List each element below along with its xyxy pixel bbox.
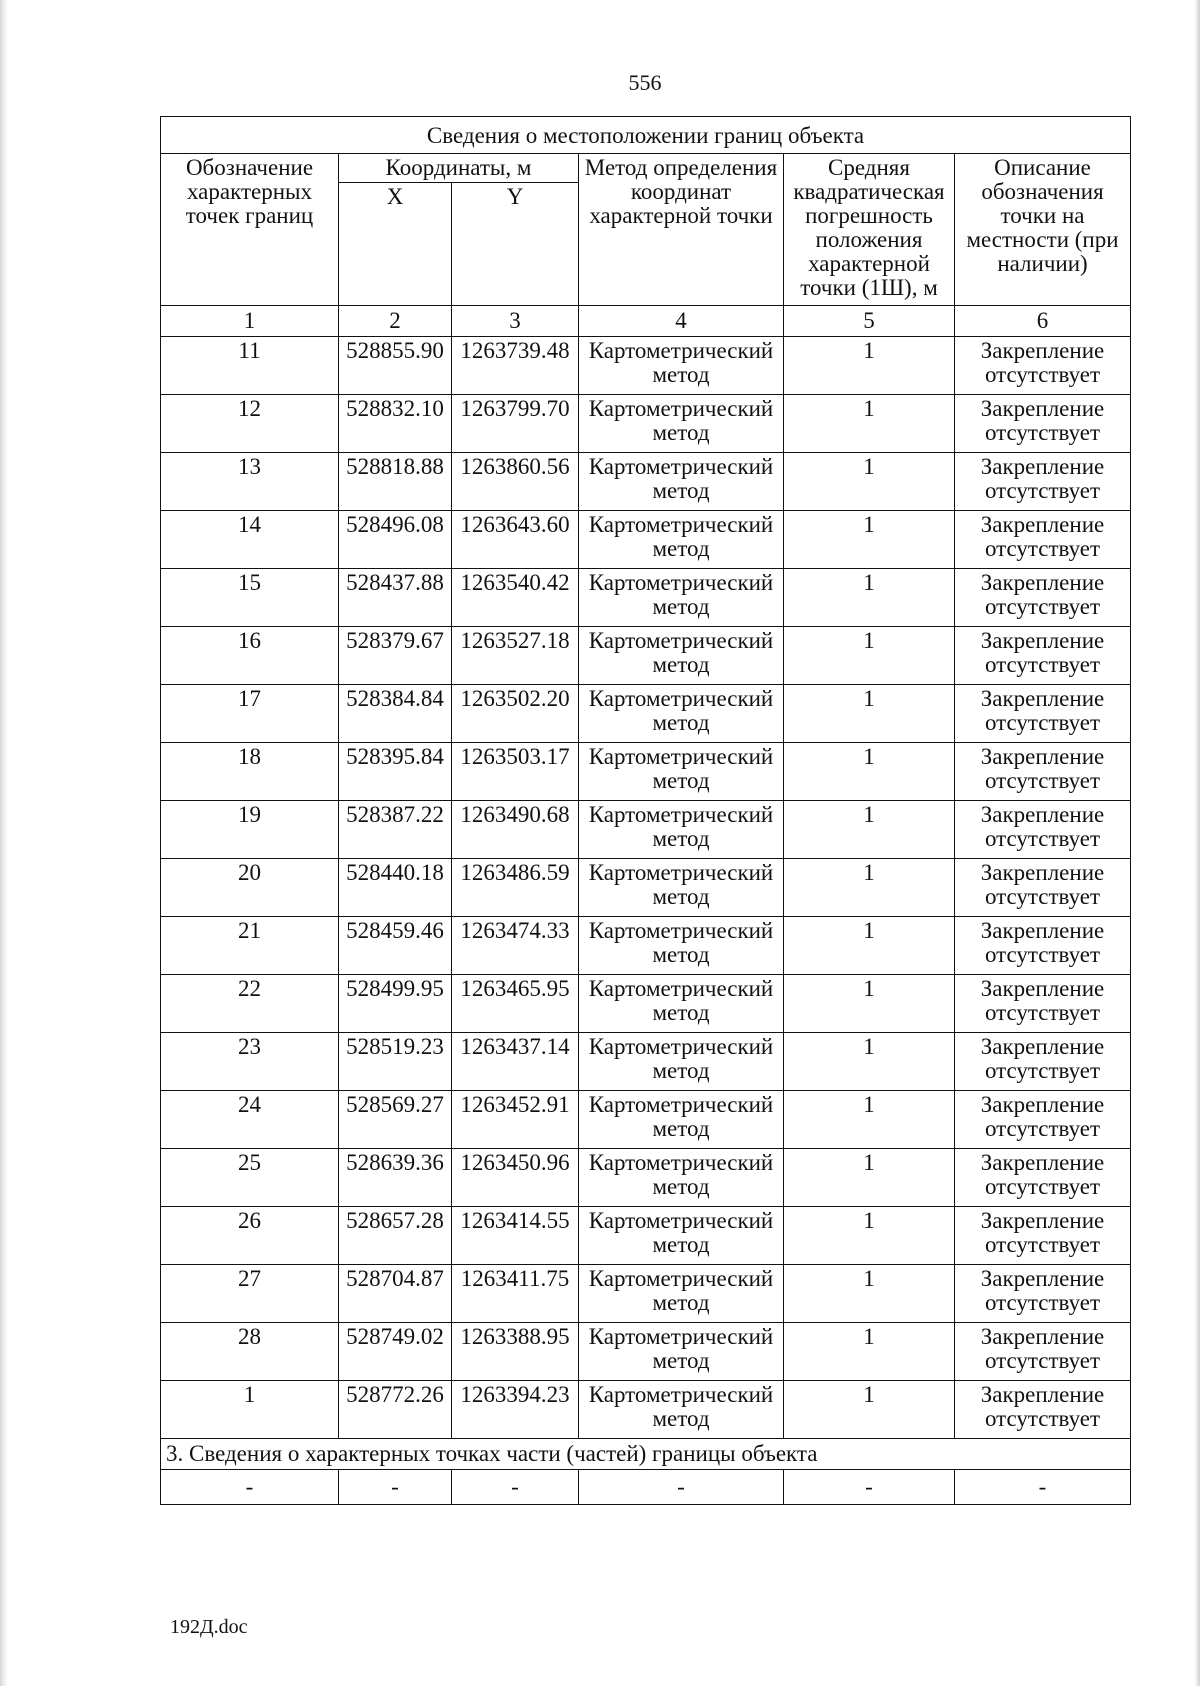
table-row [161,1091,1131,1149]
cell-point: 21 [161,917,339,975]
cell-description: Закрепление отсутствует [955,1323,1131,1381]
cell-error: 1 [784,1091,955,1149]
table-row [161,1149,1131,1207]
cell-x: 528387.22 [339,801,452,859]
cell-error: 1 [784,743,955,801]
cell-y: 1263540.42 [452,569,579,627]
cell-method: Картометрический метод [579,917,784,975]
cell-y: 1263437.14 [452,1033,579,1091]
table-row [161,395,1131,453]
header-method: Метод определения координат характерной точки [579,154,784,306]
cell-method: Картометрический метод [579,395,784,453]
cell-x: 528569.27 [339,1091,452,1149]
cell-y: 1263739.48 [452,337,579,395]
table-title: Сведения о местоположении границ объекта [161,117,1131,154]
cell-error: 1 [784,917,955,975]
cell-method: Картометрический метод [579,1323,784,1381]
cell-y: 1263502.20 [452,685,579,743]
cell-x: 528379.67 [339,627,452,685]
cell-x: 528459.46 [339,917,452,975]
cell-description: Закрепление отсутствует [955,801,1131,859]
cell-description: Закрепление отсутствует [955,337,1131,395]
table-row [161,511,1131,569]
cell-x: 528384.84 [339,685,452,743]
cell-x: 528832.10 [339,395,452,453]
cell-x: 528704.87 [339,1265,452,1323]
cell-y: 1263394.23 [452,1381,579,1439]
cell-description: Закрепление отсутствует [955,511,1131,569]
cell-description: Закрепление отсутствует [955,1033,1131,1091]
cell-point: 14 [161,511,339,569]
cell-description: Закрепление отсутствует [955,685,1131,743]
cell-point: 23 [161,1033,339,1091]
cell-method: Картометрический метод [579,337,784,395]
cell-point: 12 [161,395,339,453]
cell-description: Закрепление отсутствует [955,917,1131,975]
cell-error: 1 [784,569,955,627]
cell-method: Картометрический метод [579,1265,784,1323]
scan-edge-left [0,0,8,1686]
empty-cell: - [452,1470,579,1505]
cell-error: 1 [784,453,955,511]
cell-y: 1263490.68 [452,801,579,859]
cell-description: Закрепление отсутствует [955,1091,1131,1149]
cell-method: Картометрический метод [579,685,784,743]
table-row [161,627,1131,685]
cell-point: 24 [161,1091,339,1149]
section3-title: 3. Сведения о характерных точках части (частей) границы объекта [161,1439,1131,1470]
cell-point: 16 [161,627,339,685]
cell-error: 1 [784,337,955,395]
footer-filename: 192Д.doc [170,1616,248,1638]
table-row [161,1381,1131,1439]
table-row [161,1265,1131,1323]
cell-point: 26 [161,1207,339,1265]
cell-point: 22 [161,975,339,1033]
cell-description: Закрепление отсутствует [955,859,1131,917]
cell-x: 528496.08 [339,511,452,569]
cell-x: 528772.26 [339,1381,452,1439]
column-number: 3 [452,306,579,337]
column-number: 6 [955,306,1131,337]
cell-method: Картометрический метод [579,1207,784,1265]
table-row [161,337,1131,395]
cell-y: 1263860.56 [452,453,579,511]
table-row [161,859,1131,917]
table-row [161,453,1131,511]
cell-error: 1 [784,627,955,685]
cell-x: 528440.18 [339,859,452,917]
empty-cell: - [339,1470,452,1505]
cell-x: 528519.23 [339,1033,452,1091]
cell-method: Картометрический метод [579,1033,784,1091]
cell-point: 1 [161,1381,339,1439]
cell-method: Картометрический метод [579,1381,784,1439]
column-number: 2 [339,306,452,337]
header-coordinates: Координаты, м [339,154,579,183]
cell-y: 1263503.17 [452,743,579,801]
cell-error: 1 [784,685,955,743]
cell-method: Картометрический метод [579,743,784,801]
cell-description: Закрепление отсутствует [955,743,1131,801]
cell-point: 19 [161,801,339,859]
cell-method: Картометрический метод [579,453,784,511]
cell-description: Закрепление отсутствует [955,1149,1131,1207]
header-description: Описание обозначения точки на местности (при наличии) [955,154,1131,306]
cell-x: 528855.90 [339,337,452,395]
cell-description: Закрепление отсутствует [955,1207,1131,1265]
cell-description: Закрепление отсутствует [955,1265,1131,1323]
cell-y: 1263411.75 [452,1265,579,1323]
section3-empty-row [161,1470,1131,1505]
empty-cell: - [579,1470,784,1505]
column-number: 1 [161,306,339,337]
cell-x: 528499.95 [339,975,452,1033]
cell-method: Картометрический метод [579,1091,784,1149]
cell-description: Закрепление отсутствует [955,627,1131,685]
header-row-top [161,154,1131,183]
cell-error: 1 [784,1381,955,1439]
header-point-designation: Обозначение характерных точек границ [161,154,339,306]
cell-y: 1263486.59 [452,859,579,917]
column-number-row [161,306,1131,337]
cell-method: Картометрический метод [579,627,784,685]
cell-y: 1263474.33 [452,917,579,975]
cell-method: Картометрический метод [579,511,784,569]
cell-point: 17 [161,685,339,743]
table-body [161,117,1131,1505]
cell-description: Закрепление отсутствует [955,395,1131,453]
cell-description: Закрепление отсутствует [955,975,1131,1033]
cell-error: 1 [784,1207,955,1265]
table-row [161,1323,1131,1381]
header-y: Y [452,183,579,306]
cell-description: Закрепление отсутствует [955,453,1131,511]
cell-error: 1 [784,801,955,859]
cell-description: Закрепление отсутствует [955,1381,1131,1439]
cell-x: 528437.88 [339,569,452,627]
table-row [161,801,1131,859]
page-number: 556 [628,70,662,95]
cell-y: 1263452.91 [452,1091,579,1149]
table-row [161,917,1131,975]
table-row [161,743,1131,801]
cell-x: 528639.36 [339,1149,452,1207]
cell-y: 1263414.55 [452,1207,579,1265]
cell-y: 1263450.96 [452,1149,579,1207]
cell-x: 528657.28 [339,1207,452,1265]
cell-x: 528749.02 [339,1323,452,1381]
cell-point: 25 [161,1149,339,1207]
cell-method: Картометрический метод [579,975,784,1033]
table-row [161,569,1131,627]
cell-y: 1263388.95 [452,1323,579,1381]
cell-error: 1 [784,511,955,569]
cell-method: Картометрический метод [579,801,784,859]
cell-error: 1 [784,1149,955,1207]
cell-point: 18 [161,743,339,801]
cell-y: 1263465.95 [452,975,579,1033]
cell-description: Закрепление отсутствует [955,569,1131,627]
cell-point: 20 [161,859,339,917]
boundary-points-table [160,116,1131,1505]
empty-cell: - [784,1470,955,1505]
cell-y: 1263527.18 [452,627,579,685]
cell-error: 1 [784,1033,955,1091]
cell-point: 15 [161,569,339,627]
header-error: Средняя квадратическая погрешность положения характерной точки (1Ш), м [784,154,955,306]
cell-point: 27 [161,1265,339,1323]
cell-point: 28 [161,1323,339,1381]
header-x: X [339,183,452,306]
cell-method: Картометрический метод [579,859,784,917]
column-number: 5 [784,306,955,337]
section3-title-row [161,1439,1131,1470]
cell-y: 1263643.60 [452,511,579,569]
table-title-row [161,117,1131,154]
table-row [161,1207,1131,1265]
cell-method: Картометрический метод [579,569,784,627]
cell-error: 1 [784,1265,955,1323]
column-number: 4 [579,306,784,337]
cell-error: 1 [784,1323,955,1381]
cell-error: 1 [784,859,955,917]
cell-error: 1 [784,975,955,1033]
cell-point: 13 [161,453,339,511]
table-row [161,1033,1131,1091]
cell-point: 11 [161,337,339,395]
cell-x: 528818.88 [339,453,452,511]
table-row [161,975,1131,1033]
empty-cell: - [955,1470,1131,1505]
table-row [161,685,1131,743]
cell-method: Картометрический метод [579,1149,784,1207]
cell-error: 1 [784,395,955,453]
cell-x: 528395.84 [339,743,452,801]
scan-edge-right [1194,0,1200,1686]
cell-y: 1263799.70 [452,395,579,453]
empty-cell: - [161,1470,339,1505]
